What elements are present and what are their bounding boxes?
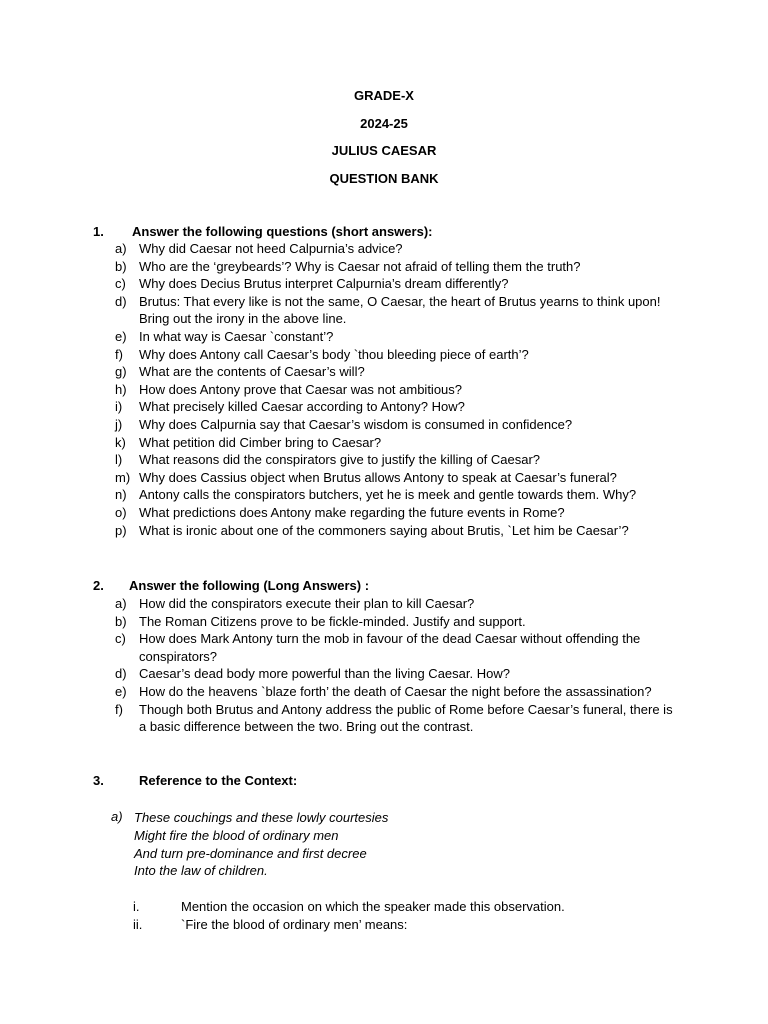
question-label: c) bbox=[115, 276, 126, 292]
question-text: How does Mark Antony turn the mob in favour of the dead Caesar without offending the conspirators? bbox=[139, 631, 641, 664]
section3-title: Reference to the Context: bbox=[139, 773, 298, 788]
quote-line: Might fire the blood of ordinary men bbox=[134, 827, 339, 843]
question-label: o) bbox=[115, 504, 127, 520]
question-text: What is ironic about one of the commoners saying about Brutis, `Let him be Caesar’? bbox=[139, 522, 629, 538]
question-label: k) bbox=[115, 434, 126, 450]
question-item bbox=[0, 293, 768, 328]
quote-line: Into the law of children. bbox=[134, 863, 268, 879]
section1-title: Answer the following questions (short answers): bbox=[132, 224, 433, 239]
quote-label: a) bbox=[111, 809, 123, 824]
question-label: m) bbox=[115, 469, 131, 485]
question-item bbox=[0, 504, 768, 522]
question-text: Why does Cassius object when Brutus allows Antony to speak at Caesar’s funeral? bbox=[139, 469, 617, 485]
question-label: g) bbox=[115, 364, 127, 380]
question-item bbox=[0, 665, 768, 683]
question-item bbox=[0, 416, 768, 434]
question-label: n) bbox=[115, 487, 127, 503]
section1-list bbox=[0, 240, 768, 539]
question-item bbox=[0, 486, 768, 504]
question-text: Why did Caesar not heed Calpurnia’s advice? bbox=[139, 241, 403, 256]
question-text: How does Antony prove that Caesar was not ambitious? bbox=[139, 381, 463, 397]
question-item bbox=[0, 522, 768, 540]
header-year: 2024-25 bbox=[360, 116, 408, 131]
question-text: What are the contents of Caesar’s will? bbox=[139, 364, 365, 380]
section1-number: 1. bbox=[93, 224, 104, 239]
question-item bbox=[0, 701, 768, 736]
question-item bbox=[0, 363, 768, 381]
question-label: d) bbox=[115, 293, 127, 309]
question-item bbox=[0, 434, 768, 452]
question-text: Antony calls the conspirators butchers, yet he is meek and gentle towards them. Why? bbox=[139, 487, 637, 503]
quote-line: And turn pre-dominance and first decree bbox=[134, 845, 367, 861]
question-item bbox=[0, 595, 768, 613]
section2-title: Answer the following (Long Answers) : bbox=[129, 578, 370, 593]
question-item bbox=[0, 469, 768, 487]
question-text: Why does Antony call Caesar’s body `thou bleeding piece of earth’? bbox=[139, 346, 529, 362]
question-text: What precisely killed Caesar according to Antony? How? bbox=[139, 399, 465, 415]
question-label: b) bbox=[115, 613, 127, 629]
subquestion-text: `Fire the blood of ordinary men’ means: bbox=[181, 917, 408, 932]
subquestion-label: i. bbox=[133, 899, 140, 914]
quote-passage bbox=[134, 809, 388, 880]
question-label: h) bbox=[115, 381, 127, 397]
question-label: a) bbox=[115, 241, 127, 256]
question-item bbox=[0, 275, 768, 293]
header-doc-title: QUESTION BANK bbox=[329, 171, 439, 186]
question-text: Who are the ‘greybeards’? Why is Caesar not afraid of telling them the truth? bbox=[139, 258, 581, 274]
quote-line: These couchings and these lowly courtesies bbox=[134, 810, 389, 825]
question-item bbox=[0, 328, 768, 346]
question-label: f) bbox=[115, 346, 123, 362]
question-text: Caesar’s dead body more powerful than the living Caesar. How? bbox=[139, 666, 510, 682]
question-item bbox=[0, 630, 768, 665]
question-label: p) bbox=[115, 522, 127, 538]
question-text: What petition did Cimber bring to Caesar? bbox=[139, 434, 382, 450]
question-text: The Roman Citizens prove to be fickle-minded. Justify and support. bbox=[139, 613, 526, 629]
question-item bbox=[0, 346, 768, 364]
question-item bbox=[0, 613, 768, 631]
question-label: i) bbox=[115, 399, 123, 415]
question-label: b) bbox=[115, 258, 127, 274]
header-subject: JULIUS CAESAR bbox=[331, 143, 437, 158]
question-label: j) bbox=[115, 416, 123, 432]
header-grade: GRADE-X bbox=[354, 88, 414, 103]
question-item bbox=[0, 683, 768, 701]
section2-list bbox=[0, 595, 768, 736]
question-item bbox=[0, 258, 768, 276]
question-item bbox=[0, 240, 768, 258]
question-text: How do the heavens `blaze forth’ the death of Caesar the night before the assassination? bbox=[139, 683, 652, 699]
question-text: Brutus: That every like is not the same, O Caesar, the heart of Brutus yearns to think upon! Bring out the irony in the above line. bbox=[139, 293, 661, 327]
question-item bbox=[0, 398, 768, 416]
question-text: What predictions does Antony make regarding the future events in Rome? bbox=[139, 504, 565, 520]
question-item bbox=[0, 451, 768, 469]
question-label: a) bbox=[115, 596, 127, 611]
question-item bbox=[0, 381, 768, 399]
question-label: l) bbox=[115, 452, 123, 468]
question-label: f) bbox=[115, 701, 123, 717]
subquestion-label: ii. bbox=[133, 917, 143, 932]
question-label: e) bbox=[115, 328, 127, 344]
question-label: e) bbox=[115, 683, 127, 699]
question-label: d) bbox=[115, 666, 127, 682]
section3-number: 3. bbox=[93, 773, 104, 788]
question-text: Why does Decius Brutus interpret Calpurnia’s dream differently? bbox=[139, 276, 509, 292]
question-label: c) bbox=[115, 631, 126, 647]
question-text: In what way is Caesar `constant’? bbox=[139, 328, 334, 344]
question-text: Though both Brutus and Antony address the public of Rome before Caesar’s funeral, there is a basic difference between the two. Bring out the contrast. bbox=[139, 701, 673, 735]
question-text: Why does Calpurnia say that Caesar’s wisdom is consumed in confidence? bbox=[139, 416, 573, 432]
question-text: What reasons did the conspirators give to justify the killing of Caesar? bbox=[139, 452, 541, 468]
section2-number: 2. bbox=[93, 578, 104, 593]
question-text: How did the conspirators execute their plan to kill Caesar? bbox=[139, 596, 475, 611]
subquestion-text: Mention the occasion on which the speaker made this observation. bbox=[181, 899, 565, 914]
